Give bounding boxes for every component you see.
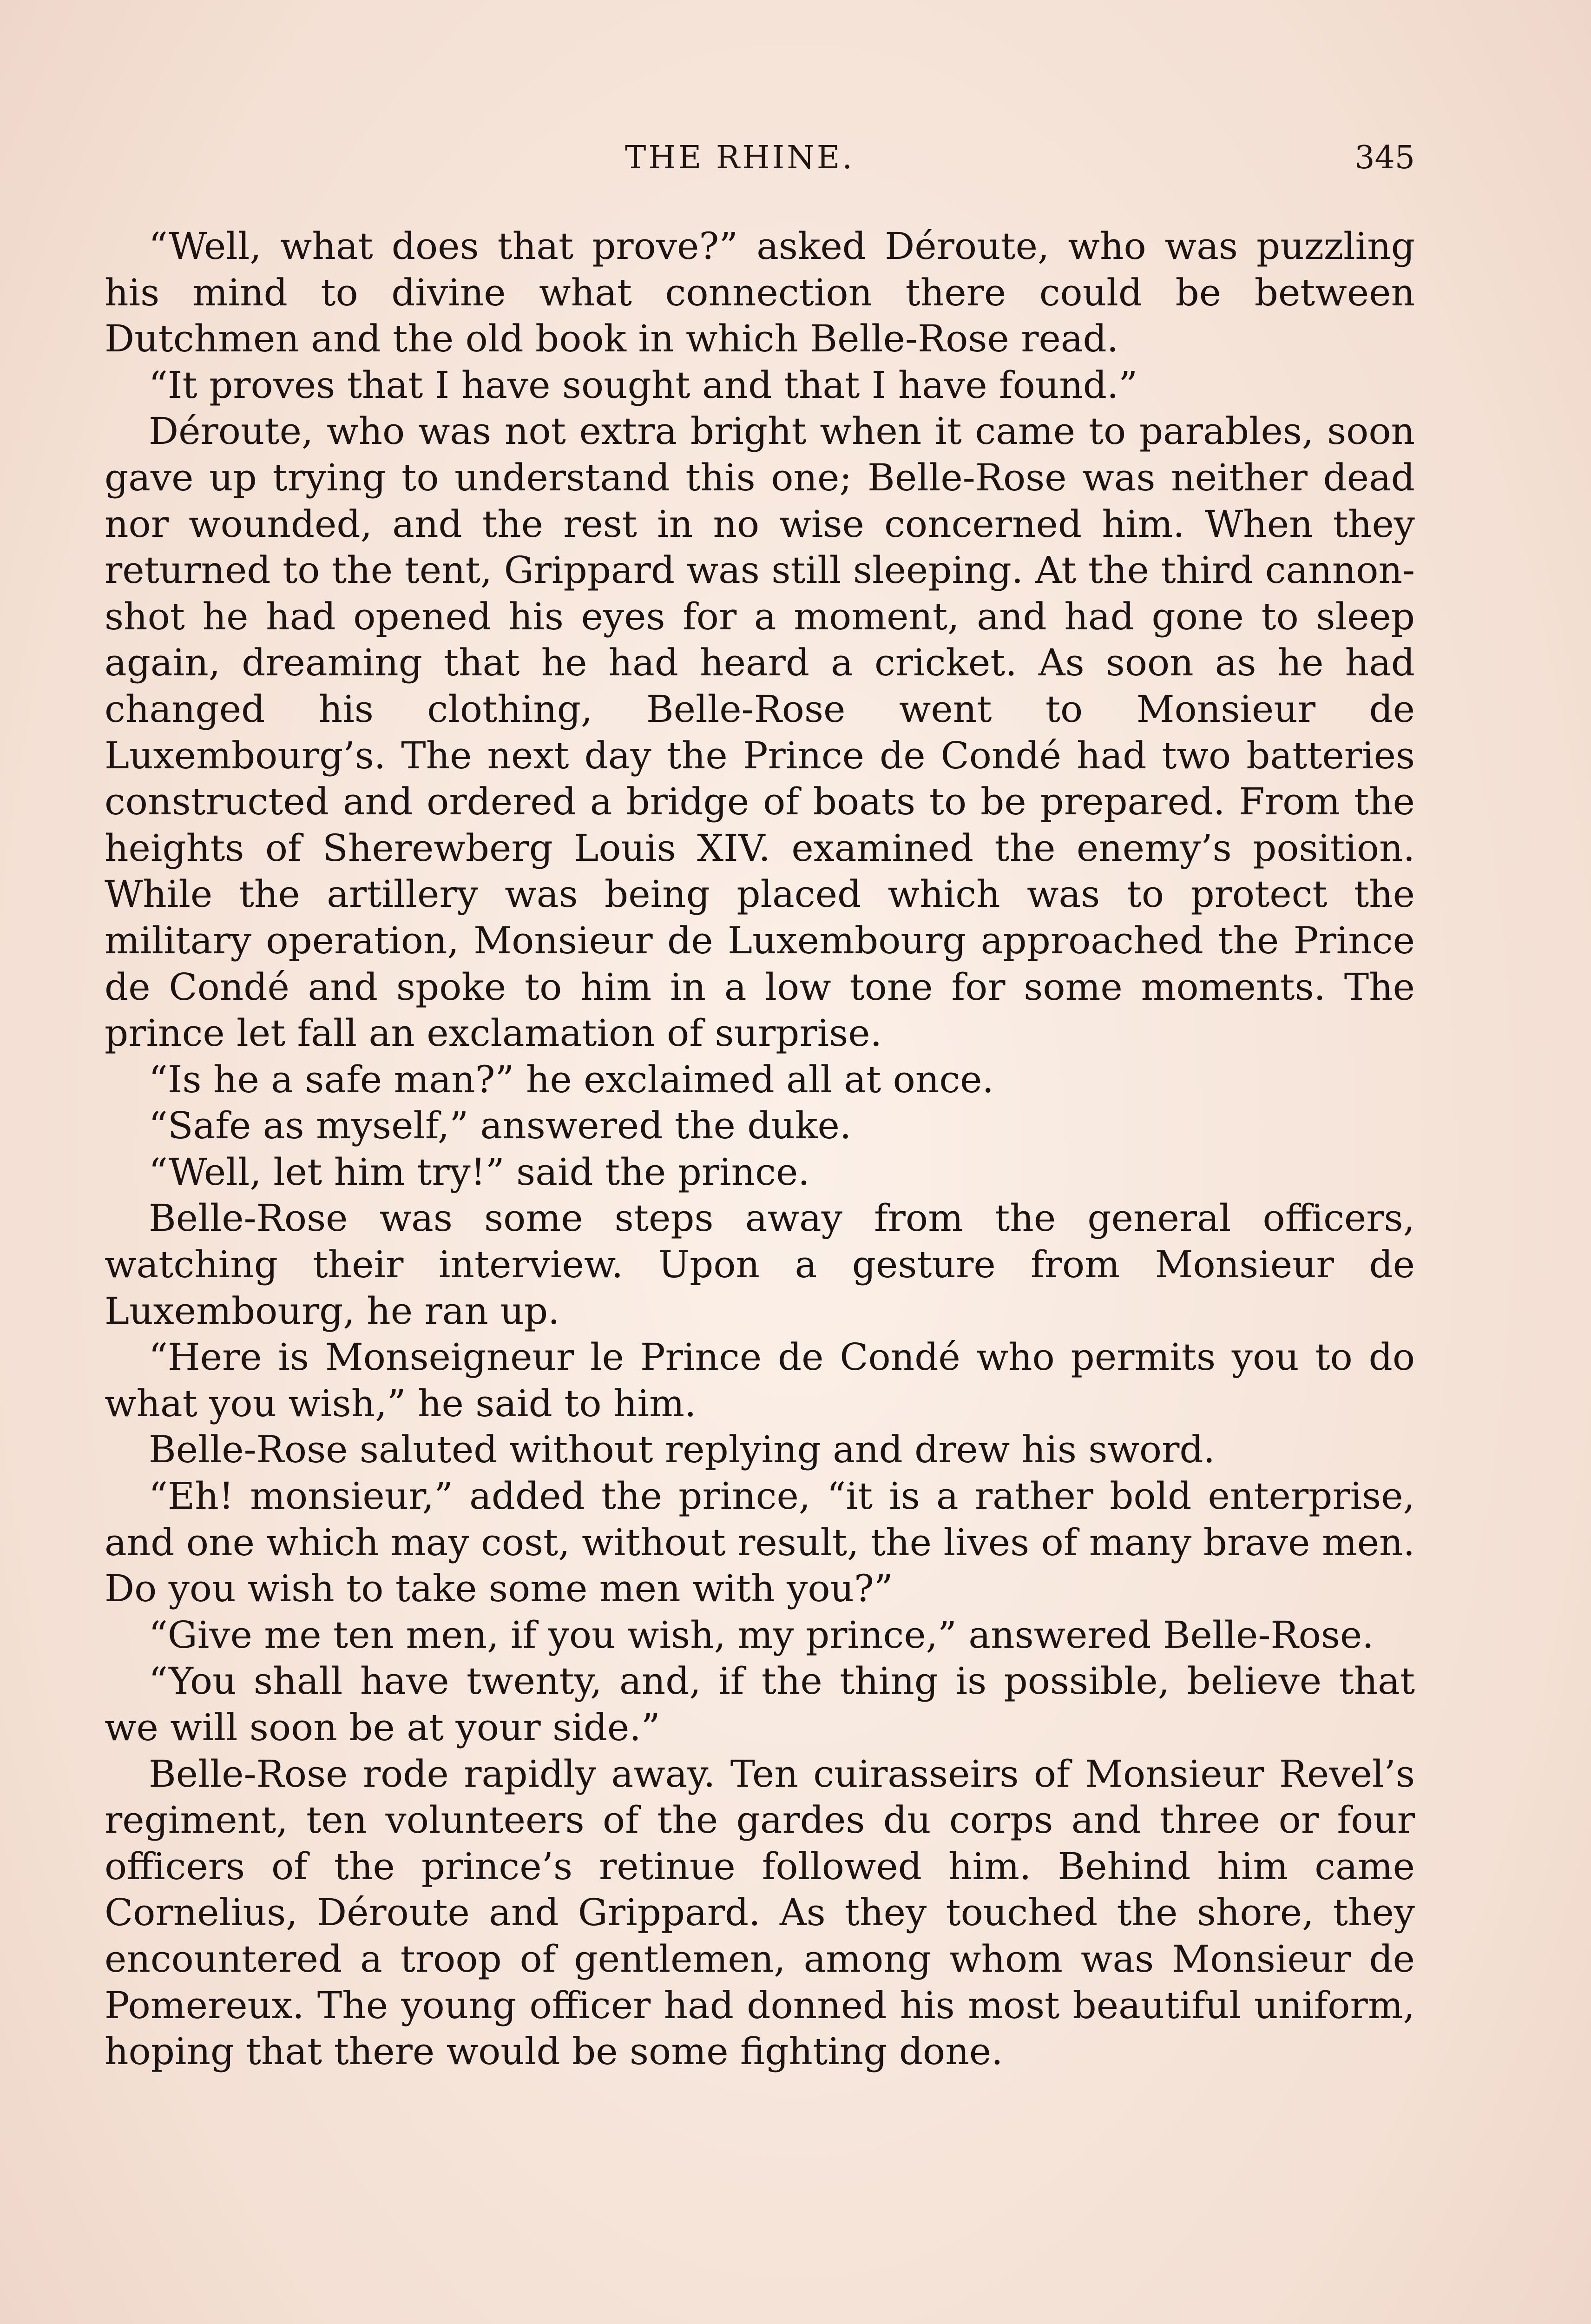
paragraph: Belle-Rose rode rapidly away. Ten cuirasseirs of Monsieur Revel’s regiment, ten volunteers of the gardes du corps and three or four officers of the prince’s retinue followed him. Behind him came Cornelius, Déroute and Grippard. As they touched the shore, they encountered a troop of gentlemen, among whom was Monsieur de Pomereux. The young officer had donned his most beautiful uniform, hoping that there would be some fighting done. [105, 1752, 1415, 2073]
paragraph: Déroute, who was not extra bright when it came to parables, soon gave up trying to understand this one; Belle-Rose was neither dead nor wounded, and the rest in no wise concerned him. When they returned to the tent, Grippard was still sleeping. At the third cannon-shot he had opened his eyes for a moment, and had gone to sleep again, dreaming that he had heard a cricket. As soon as he had changed his clothing, Belle-Rose went to Monsieur de Luxembourg’s. The next day the Prince de Condé had two batteries constructed and ordered a bridge of boats to be prepared. From the heights of Sherewberg Louis XIV. examined the enemy’s position. While the artillery was being placed which was to protect the military operation, Monsieur de Luxembourg approached the Prince de Condé and spoke to him in a low tone for some moments. The prince let fall an exclamation of surprise. [105, 409, 1415, 1055]
page-number: 345 [1354, 139, 1415, 176]
paragraph: “You shall have twenty, and, if the thing is possible, believe that we will soon be at your side.” [105, 1659, 1415, 1749]
running-title: THE RHINE. [625, 139, 855, 176]
paragraph: “Well, what does that prove?” asked Déroute, who was puzzling his mind to divine what connection there could be between Dutchmen and the old book in which Belle-Rose read. [105, 224, 1415, 361]
paragraph: Belle-Rose was some steps away from the general officers, watching their interview. Upon a gesture from Monsieur de Luxembourg, he ran up. [105, 1196, 1415, 1333]
paragraph: “Safe as myself,” answered the duke. [149, 1104, 852, 1148]
paragraph: Belle-Rose saluted without replying and drew his sword. [149, 1428, 1215, 1472]
paragraph: “Here is Monseigneur le Prince de Condé who permits you to do what you wish,” he said to him. [105, 1335, 1415, 1425]
running-head [107, 139, 1415, 195]
paragraph: “It proves that I have sought and that I have found.” [149, 363, 1138, 407]
paragraph: “Well, let him try!” said the prince. [149, 1150, 810, 1194]
body-text [105, 223, 1415, 2075]
paragraph: “Eh! monsieur,” added the prince, “it is a rather bold enterprise, and one which may cost, without result, the lives of many brave men. Do you wish to take some men with you?” [105, 1474, 1415, 1611]
paragraph: “Is he a safe man?” he exclaimed all at once. [149, 1057, 994, 1101]
paragraph: “Give me ten men, if you wish, my prince,” answered Belle-Rose. [149, 1613, 1374, 1657]
